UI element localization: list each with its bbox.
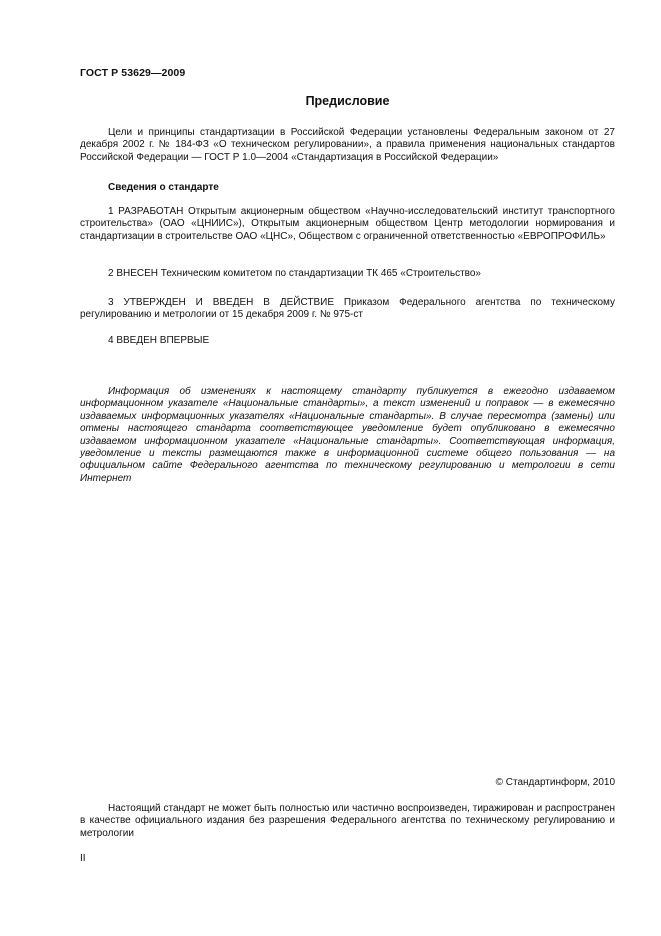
item-first-introduced: 4 ВВЕДЕН ВПЕРВЫЕ — [108, 335, 210, 346]
page-title: Предисловие — [305, 94, 390, 108]
page-number: II — [80, 853, 86, 864]
standard-number: ГОСТ Р 53629—2009 — [80, 67, 186, 79]
item-introduced: 2 ВНЕСЕН Техническим комитетом по стандартизации ТК 465 «Строительство» — [108, 268, 481, 279]
rights-statement: Настоящий стандарт не может быть полностью или частично воспроизведен, тиражирован и распространен в качестве официального издания без разрешения Федерального агентства по техническому регулированию и метрологии — [80, 803, 615, 839]
item-approved: 3 УТВЕРЖДЕН И ВВЕДЕН В ДЕЙСТВИЕ Приказом Федерального агентства по техническому регулированию и метрологии от 15 декабря 2009 г. № 975-ст — [80, 297, 615, 321]
info-heading: Сведения о стандарте — [108, 182, 219, 193]
item-developed: 1 РАЗРАБОТАН Открытым акционерным обществом «Научно-исследовательский институт транспортного строительства» (ОАО «ЦНИИС»), Открытым акционерным обществом Центр методологии нормирования и стандартизации в строительстве ОАО «ЦНС», Обществом с ограниченной ответственностью «ЕВРОПРОФИЛЬ» — [80, 206, 615, 242]
intro-paragraph: Цели и принципы стандартизации в Российской Федерации установлены Федеральным законом от 27 декабря 2002 г. № 184-ФЗ «О техническом регулировании», а правила применения национальных стандартов Российской Федерации — ГОСТ Р 1.0—2004 «Стандартизация в Российской Федерации» — [80, 127, 615, 163]
copyright-line: © Стандартинформ, 2010 — [495, 777, 615, 788]
changes-notice: Информация об изменениях к настоящему стандарту публикуется в ежегодно издаваемом информационном указателе «Национальные стандарты», а текст изменений и поправок — в ежемесячно издаваемых информационных указателях «Национальные стандарты». В случае пересмотра (замены) или отмены настоящего стандарта соответствующее уведомление будет опубликовано в ежемесячно издаваемом информационном указателе «Национальные стандарты». Соответствующая информация, уведомление и тексты размещаются также в информационной системе общего пользования — на официальном сайте Федерального агентства по техническому регулированию и метрологии в сети Интернет — [80, 386, 615, 484]
